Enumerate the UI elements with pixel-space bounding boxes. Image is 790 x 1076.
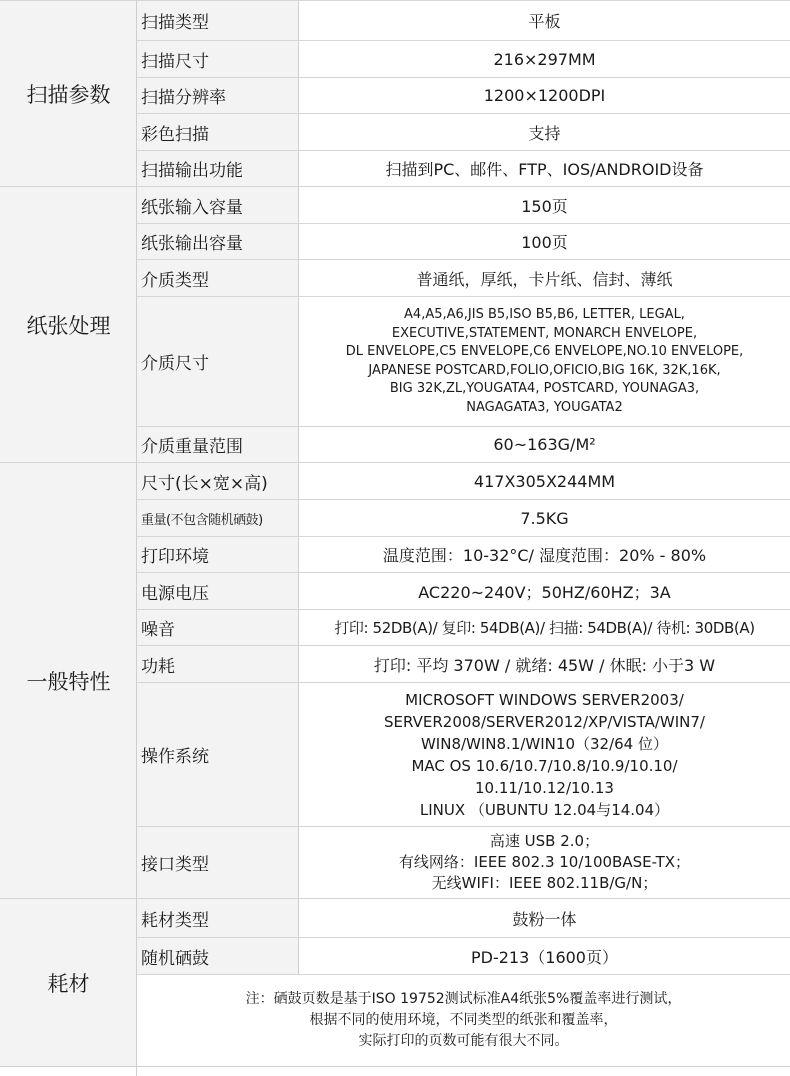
os-line: 10.11/10.12/10.13 [475, 778, 614, 797]
category-general [0, 462, 137, 898]
row-label: 纸张输出容量 [137, 223, 298, 259]
row-value: 支持 [299, 113, 790, 150]
row-label: 电源电压 [137, 572, 298, 609]
row-label: 打印环境 [137, 536, 298, 572]
media-size-line: JAPANESE POSTCARD,FOLIO,OFICIO,BIG 16K, 32K,16K, [368, 362, 721, 378]
note-line: 实际打印的页数可能有很大不同。 [358, 1033, 569, 1049]
row-label: 操作系统 [137, 682, 298, 826]
row-value: 温度范围：10-32°C/ 湿度范围：20% - 80% [299, 536, 790, 572]
row-value: PD-213（1600页） [299, 937, 790, 974]
row-label: 介质重量范围 [137, 426, 298, 462]
row-label: 纸张输入容量 [137, 186, 298, 223]
row-value: 100页 [299, 223, 790, 259]
os-line: LINUX （UBUNTU 12.04与14.04） [419, 800, 670, 819]
row-label: 功耗 [137, 645, 298, 682]
interface-line: 无线WIFI：IEEE 802.11B/G/N； [431, 874, 658, 892]
row-label: 耗材类型 [137, 898, 298, 937]
row-label: 尺寸(长×宽×高) [137, 462, 298, 499]
note-line: 注：硒鼓页数是基于ISO 19752测试标准A4纸张5%覆盖率进行测试， [245, 991, 682, 1007]
row-value: 150页 [299, 186, 790, 223]
os-line: SERVER2008/SERVER2012/XP/VISTA/WIN7/ [384, 712, 705, 731]
media-size-line: NAGAGATA3, YOUGATA2 [466, 399, 623, 415]
category-scan-title: 扫描参数 [26, 82, 111, 107]
category-paper [0, 186, 137, 462]
column-divider [298, 0, 299, 974]
category-consumables-title: 耗材 [47, 971, 90, 996]
media-size-line: BIG 32K,ZL,YOUGATA4, POSTCARD, YOUNAGA3, [389, 381, 700, 396]
row-label: 扫描输出功能 [137, 150, 298, 186]
row-label: 扫描类型 [137, 0, 298, 40]
media-size-line: DL ENVELOPE,C5 ENVELOPE,C6 ENVELOPE,NO.10 ENVELOPE, [345, 344, 744, 359]
row-label: 接口类型 [137, 826, 298, 898]
row-label: 介质类型 [137, 259, 298, 296]
row-value-media-sizes [299, 296, 790, 426]
row-value: 平板 [299, 0, 790, 40]
row-value: 打印: 52DB(A)/ 复印: 54DB(A)/ 扫描: 54DB(A)/ 待机: 30DB(A) [299, 609, 790, 645]
row-label: 噪音 [137, 609, 298, 645]
row-value: 417X305X244MM [299, 462, 790, 499]
category-paper-title: 纸张处理 [26, 313, 111, 338]
media-size-line: A4,A5,A6,JIS B5,ISO B5,B6, LETTER, LEGAL, [404, 307, 685, 322]
row-value: 7.5KG [299, 499, 790, 536]
row-label: 介质尺寸 [137, 296, 298, 426]
os-line: MICROSOFT WINDOWS SERVER2003/ [405, 690, 684, 709]
row-value: 普通纸，厚纸，卡片纸、信封、薄纸 [299, 259, 790, 296]
category-scan [0, 0, 137, 186]
row-label: 扫描尺寸 [137, 40, 298, 77]
category-general-title: 一般特性 [26, 669, 111, 694]
row-value-os [299, 682, 790, 826]
os-line: MAC OS 10.6/10.7/10.8/10.9/10.10/ [411, 756, 678, 775]
row-label: 彩色扫描 [137, 113, 298, 150]
row-value-interface [299, 826, 790, 898]
row-value: 216×297MM [299, 40, 790, 77]
interface-line: 高速 USB 2.0； [489, 832, 600, 850]
row-label: 随机硒鼓 [137, 937, 298, 974]
note-line: 根据不同的使用环境，不同类型的纸张和覆盖率， [309, 1012, 618, 1028]
row-value: 1200×1200DPI [299, 77, 790, 113]
consumables-note [137, 974, 790, 1066]
row-value: 扫描到PC、邮件、FTP、IOS/ANDROID设备 [299, 150, 790, 186]
interface-line: 有线网络：IEEE 802.3 10/100BASE-TX； [398, 853, 691, 871]
column-divider [136, 0, 137, 1076]
row-value: 打印: 平均 370W / 就绪: 45W / 休眠: 小于3 W [299, 645, 790, 682]
row-value: AC220~240V；50HZ/60HZ；3A [299, 572, 790, 609]
row-value: 鼓粉一体 [299, 898, 790, 937]
row-label: 重量(不包含随机硒鼓) [137, 499, 298, 536]
row-value: 60~163G/M² [299, 426, 790, 462]
row-label: 扫描分辨率 [137, 77, 298, 113]
media-size-line: EXECUTIVE,STATEMENT, MONARCH ENVELOPE, [391, 325, 698, 341]
category-consumables [0, 898, 137, 1066]
os-line: WIN8/WIN8.1/WIN10（32/64 位） [420, 734, 668, 753]
table-bottom-border [0, 1066, 790, 1067]
